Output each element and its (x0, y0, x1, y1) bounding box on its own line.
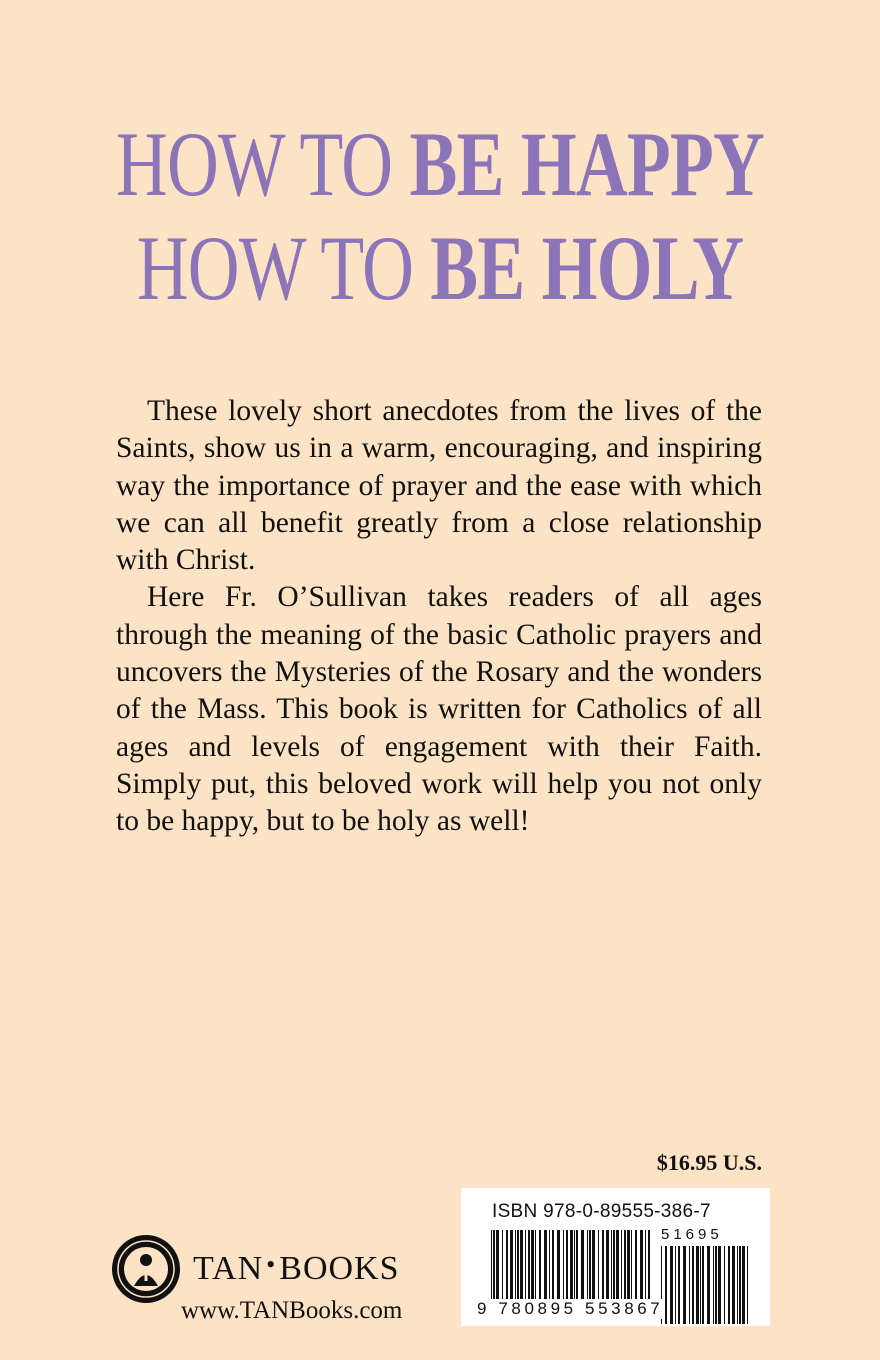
publisher-name-part-2: BOOKS (279, 1250, 400, 1287)
barcode-bar (675, 1246, 676, 1324)
barcode-bar (742, 1246, 745, 1324)
isbn-label: ISBN 978-0-89555-386-7 (492, 1201, 711, 1222)
barcode-bar (692, 1246, 694, 1324)
barcode-bar (700, 1246, 701, 1324)
publisher-name (193, 1250, 400, 1288)
price-label: $16.95 U.S. (656, 1150, 762, 1175)
description-paragraph-1: These lovely short anecdotes from the lives of the Saints, show us in a warm, encouraging, and inspiring way the importance of prayer and the ease with which we can all benefit greatly from a close relationship with Christ. (116, 395, 762, 577)
barcode-bar (718, 1246, 721, 1324)
title-line-2-prefix: HOW TO (136, 217, 431, 319)
barcode-bar (728, 1246, 730, 1324)
barcode-bar (732, 1246, 735, 1324)
barcode-bar (670, 1246, 673, 1324)
barcode-bar (747, 1246, 748, 1324)
barcode-ean-digits: 9 780895 553867 (477, 1299, 664, 1318)
publisher-separator: • (266, 1250, 277, 1279)
description-paragraph-2: Here Fr. O’Sullivan takes readers of all ages through the meaning of the basic Catholic prayers and uncovers the Mysteries of the Rosary and the wonders of the Mass. This book is written for Catholics of all ages and levels of engagement with their Faith. Simply put, this beloved work will help you not only to be happy, but to be holy as well! (116, 581, 762, 838)
barcode-bar (737, 1246, 738, 1324)
title-line-1 (97, 112, 783, 216)
barcode-addon-digits: 51695 (661, 1226, 723, 1243)
title-line-1-bold: BE HAPPY (409, 113, 765, 215)
tan-books-seal-icon (111, 1234, 181, 1304)
barcode-bar (702, 1246, 704, 1324)
barcode-bar (696, 1246, 699, 1324)
barcode-bar (689, 1246, 690, 1324)
isbn-barcode (461, 1188, 770, 1326)
title-line-2 (97, 216, 783, 320)
barcode-bar (715, 1246, 717, 1324)
barcode-bar (678, 1246, 680, 1324)
barcode-bar (739, 1246, 741, 1324)
barcode-bar (707, 1246, 710, 1324)
title-line-2-bold: BE HOLY (430, 217, 744, 319)
barcode-bar (665, 1246, 667, 1324)
book-title (97, 112, 783, 320)
book-description (116, 393, 762, 841)
publisher-name-part-1: TAN (193, 1250, 264, 1287)
barcode-bar (724, 1246, 725, 1324)
publisher-url[interactable]: www.TANBooks.com (181, 1297, 403, 1324)
title-line-1-prefix: HOW TO (115, 113, 410, 215)
barcode-bar (683, 1246, 686, 1324)
barcode-bar (713, 1246, 714, 1324)
